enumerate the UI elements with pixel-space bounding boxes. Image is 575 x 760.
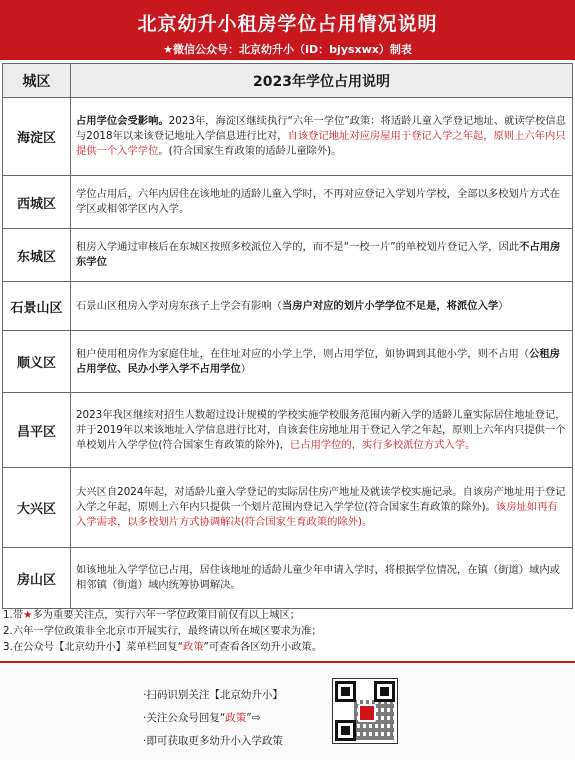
segment-highlight: 已占用学位的，实行多校派位方式入学。 — [289, 438, 476, 451]
policy-table — [2, 63, 573, 609]
column-header-description: 2023年学位占用说明 — [71, 64, 573, 98]
segment-bold: 公租房占用学位、民办小学入学不占用学位 — [76, 347, 560, 375]
description-cell — [71, 229, 573, 282]
qr-finder — [335, 681, 356, 702]
segment-text: 石景山区租房入学对房东孩子上学会有影响（ — [76, 299, 282, 312]
footer-reply-prefix: ·关注公众号回复“ — [143, 712, 226, 724]
district-cell: 石景山区 — [3, 282, 71, 331]
district-cell: 大兴区 — [3, 468, 71, 548]
page-title: 北京幼升小租房学位占用情况说明 — [137, 13, 438, 35]
segment-highlight: 自该登记地址对应房屋用于登记入学之年起，原则上六年内只提供一个入学学位 — [76, 130, 566, 157]
description-cell — [71, 98, 573, 176]
note-1-prefix: 1.带 — [3, 609, 24, 621]
description-cell — [71, 548, 573, 609]
footer-reply-keyword: 政策 — [225, 712, 247, 724]
district-cell: 东城区 — [3, 229, 71, 282]
star-icon: ★ — [23, 609, 33, 621]
table-row — [3, 548, 573, 609]
table-row — [3, 282, 573, 331]
note-1-text: 多为重要关注点，实行六年一学位政策目前仅有以上城区； — [32, 609, 301, 621]
note-3-prefix: 3.在公众号【北京幼升小】菜单栏回复“ — [3, 641, 183, 653]
table-row — [3, 393, 573, 468]
description-cell — [71, 393, 573, 468]
note-1 — [3, 607, 571, 623]
segment-text: 租户使用租房作为家庭住址，在住址对应的小学上学，则占用学位，如协调到其他小学，则不占用（ — [76, 347, 530, 360]
qr-finder — [374, 681, 395, 702]
header-banner — [0, 0, 575, 60]
segment-text: 学位占用后，六年内居住在该地址的适龄儿童入学时，不再对应登记入学划片学校，全部以多校划片方式在学区或相邻学区内入学。 — [76, 188, 560, 215]
table-row — [3, 176, 573, 229]
segment-text: ） — [240, 362, 252, 375]
qr-code[interactable] — [332, 678, 398, 744]
segment-text: ） — [498, 299, 509, 312]
footer-line-more: ·即可获取更多幼升小入学政策 — [143, 735, 283, 747]
segment-text: 。(符合国家生育政策的适龄儿童除外)。 — [158, 145, 342, 157]
footer-line-reply — [143, 710, 261, 725]
district-cell: 西城区 — [3, 176, 71, 229]
district-cell: 顺义区 — [3, 331, 71, 393]
description-cell — [71, 176, 573, 229]
segment-text: 大兴区自2024年起，对适龄儿童入学登记的实际居住房产地址及就读学校实施记录。自该房产地址用于登记入学之年起，原则上六年内只提供一个划片范围内登记入学学位(符合国家生育政策的除外)。 — [76, 486, 566, 513]
qr-logo-icon — [358, 704, 376, 722]
description-cell — [71, 331, 573, 393]
district-cell: 昌平区 — [3, 393, 71, 468]
column-header-district: 城区 — [3, 64, 71, 98]
segment-text: 2023年，海淀区继续执行“六年一学位”政策：将适龄儿童入学登记地址、就读学校信息与2018年以来该登记地址入学信息进行比对， — [76, 115, 566, 142]
notes-section — [3, 607, 571, 655]
table-header-row — [3, 64, 573, 98]
note-2: 2.六年一学位政策非全北京市开展实行，最终请以所在城区要求为准； — [3, 625, 322, 637]
segment-bold: 不占用房东学位 — [76, 241, 561, 268]
arrow-right-icon: ”⇨ — [246, 712, 261, 724]
qr-finder — [335, 720, 356, 741]
segment-highlight: 该房址如再有入学需求，以多校划片方式协调解决(符合国家生育政策的除外)。 — [76, 501, 558, 528]
table-row — [3, 229, 573, 282]
table-row — [3, 468, 573, 548]
segment-text: 租房入学通过审核后在东城区按照多校派位入学的，而不是“一校一片”的单校划片登记入学，因此 — [76, 241, 520, 253]
footer-section — [0, 663, 575, 760]
district-cell: 海淀区 — [3, 98, 71, 176]
segment-bold: 当房户对应的划片小学学位不足是，将派位入学 — [281, 299, 499, 312]
note-3-keyword: 政策 — [182, 641, 204, 653]
description-cell — [71, 282, 573, 331]
segment-bold: 占用学位会受影响。 — [76, 115, 169, 127]
description-cell — [71, 468, 573, 548]
page-subtitle: ★微信公众号：北京幼升小（ID：bjysxwx）制表 — [163, 43, 412, 56]
footer-line-scan: ·扫码识别关注【北京幼升小】 — [143, 689, 283, 701]
segment-text: 2023年我区继续对招生人数超过设计规模的学校实施学校服务范围内新入学的适龄儿童实际居住地址登记，并于2019年以来该地址入学信息进行比对，自该套住房地址用于登记入学之年起，原则上六年内只提供一个单校划片入学学位(符合国家生育政策的除外)， — [76, 408, 566, 451]
table-row — [3, 331, 573, 393]
table-row — [3, 98, 573, 176]
segment-text: 如该地址入学学位已占用，居住该地址的适龄儿童少年申请入学时，将根据学位情况，在镇（街道）域内或相邻镇（街道）域内统筹协调解决。 — [76, 564, 560, 591]
note-3-suffix: ”可查看各区幼升小政策。 — [203, 641, 323, 653]
district-cell: 房山区 — [3, 548, 71, 609]
note-3 — [3, 639, 571, 655]
